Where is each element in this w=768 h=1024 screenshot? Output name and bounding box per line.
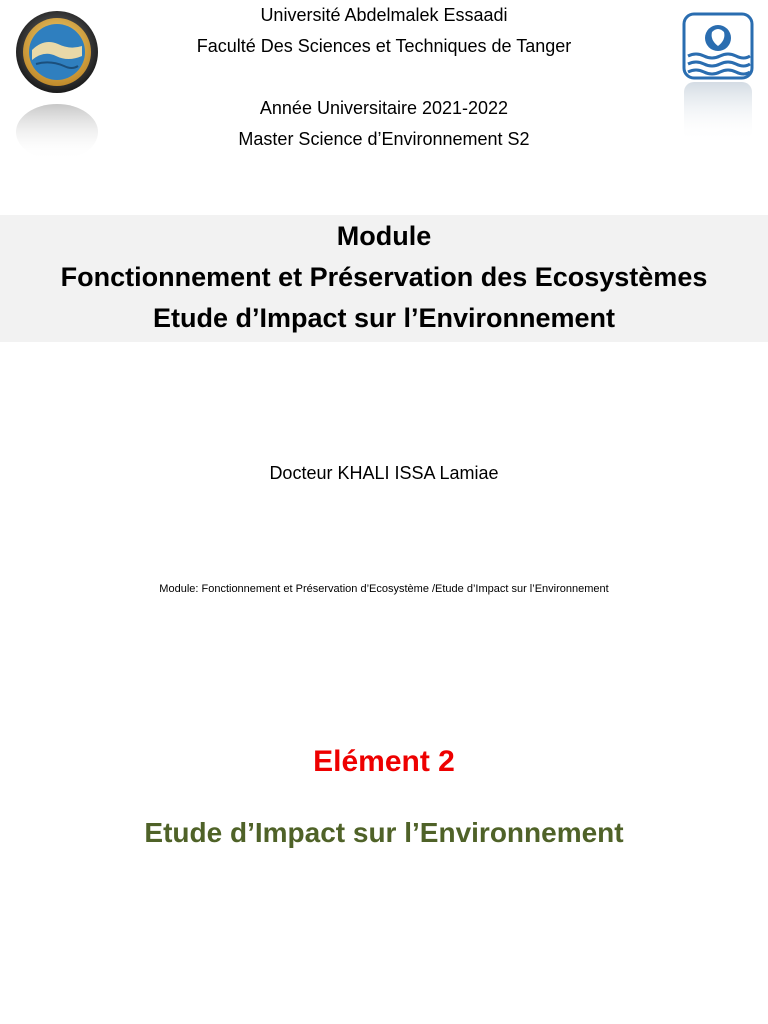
element-subtitle: Etude d’Impact sur l’Environnement — [144, 817, 624, 848]
faculty-emblem-icon — [682, 12, 754, 147]
element-title: Elément 2 — [313, 745, 455, 778]
module-footnote: Module: Fonctionnement et Préservation d’Ecosystème /Etude d’Impact sur l’Environnement — [159, 583, 609, 595]
academic-year: Année Universitaire 2021-2022 — [259, 98, 509, 118]
module-title-line2: Etude d’Impact sur l’Environnement — [152, 303, 616, 333]
author-name: Docteur KHALI ISSA Lamiae — [269, 463, 499, 483]
faculty-logo — [682, 12, 754, 147]
module-title-line1: Fonctionnement et Préservation des Ecosystèmes — [60, 262, 708, 292]
module-label: Module — [336, 221, 432, 251]
program-name: Master Science d’Environnement S2 — [238, 129, 530, 149]
faculty-name: Faculté Des Sciences et Techniques de Tanger — [196, 36, 572, 56]
university-name: Université Abdelmalek Essaadi — [260, 5, 508, 25]
